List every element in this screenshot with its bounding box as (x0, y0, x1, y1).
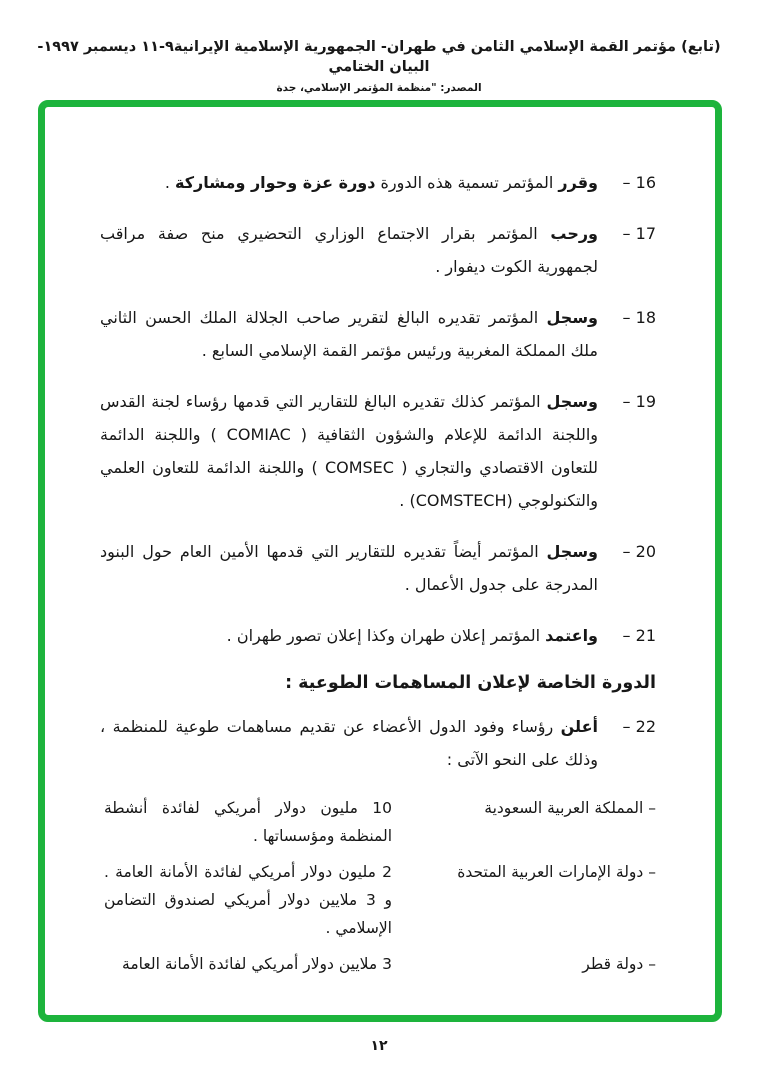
document-header (28, 38, 730, 94)
section-heading: الدورة الخاصة لإعلان المساهمات الطوعية : (285, 673, 656, 693)
contribution-amount: 10 مليون دولار أمريكي لفائدة أنشطة المنظمة ومؤسساتها . (104, 799, 392, 845)
text-segment: رؤساء وفود الدول الأعضاء عن تقديم مساهمات طوعية للمنظمة ، وذلك على النحو الآتى : (100, 717, 598, 769)
contribution-amount: 3 ملايين دولار أمريكي لفائدة الأمانة العامة (122, 955, 392, 973)
text-segment: وسجل (546, 542, 598, 561)
item-number: 19 – (622, 392, 656, 411)
item-text (100, 710, 598, 776)
page-number: ١٢ (370, 1038, 388, 1054)
contribution-row (100, 950, 656, 978)
list-item (100, 301, 656, 367)
contribution-row (100, 794, 656, 850)
items-list-22 (100, 710, 656, 776)
item-number: 16 – (622, 173, 656, 192)
item-number: 22 – (622, 717, 656, 736)
contribution-country: – المملكة العربية السعودية (484, 799, 656, 817)
item-text (100, 619, 598, 652)
item-number: 21 – (622, 626, 656, 645)
text-segment: المؤتمر تسمية هذه الدورة (375, 173, 559, 192)
list-item (100, 619, 656, 652)
document-source-line: المصدر: "منظمة المؤتمر الإسلامي، جدة (276, 82, 482, 95)
contributions-list (100, 794, 656, 978)
list-item (100, 166, 656, 199)
item-text (100, 166, 598, 199)
text-segment: المؤتمر أيضاً تقديره للتقارير التي قدمها الأمين العام حول البنود المدرجة على جدول الأعمال . (100, 542, 598, 594)
list-item (100, 710, 656, 776)
list-item (100, 535, 656, 601)
item-text (100, 535, 598, 601)
item-number: 18 – (622, 308, 656, 327)
list-item (100, 385, 656, 517)
text-segment: واعتمد (545, 626, 598, 645)
text-segment: . (164, 173, 176, 192)
document-title: (تابع) مؤتمر القمة الإسلامي الثامن في طهران- الجمهورية الإسلامية الإيرانية٩-١١ ديسمبر ١٩٩٧- البيان الختامي (37, 39, 721, 75)
text-segment: ورحب (550, 224, 598, 243)
text-segment: وقرر (558, 173, 598, 192)
text-segment: المؤتمر إعلان طهران وكذا إعلان تصور طهران . (226, 626, 546, 645)
item-text (100, 385, 598, 517)
item-text (100, 301, 598, 367)
document-body (100, 166, 656, 986)
text-segment: وسجل (546, 392, 598, 411)
contribution-amount: 2 مليون دولار أمريكي لفائدة الأمانة العامة . و 3 ملايين دولار أمريكي لصندوق التضامن الإسلامي . (104, 863, 392, 937)
item-text (100, 217, 598, 283)
list-item (100, 217, 656, 283)
item-number: 20 – (622, 542, 656, 561)
items-list-16-21 (100, 166, 656, 652)
text-segment: وسجل (546, 308, 598, 327)
contribution-country: – دولة قطر (582, 955, 656, 973)
text-segment: أعلن (560, 717, 598, 736)
text-segment: المؤتمر تقديره البالغ لتقرير صاحب الجلالة الملك الحسن الثاني ملك المملكة المغربية ورئيس مؤتمر القمة الإسلامي السابع . (100, 308, 598, 360)
contribution-country: – دولة الإمارات العربية المتحدة (457, 863, 656, 881)
text-segment: دورة عزة وحوار ومشاركة (175, 173, 376, 192)
text-segment: المؤتمر كذلك تقديره البالغ للتقارير التي قدمها رؤساء لجنة القدس واللجنة الدائمة للإعلام والشؤون الثقافية ( COMIAC ) واللجنة الدائمة للتعاون الاقتصادي والتجاري ( COMSEC ) واللجنة الدائمة للتعاون العلمي والتكنولوجي (COMSTECH) . (100, 392, 599, 510)
contribution-row (100, 858, 656, 942)
item-number: 17 – (622, 224, 656, 243)
text-segment: المؤتمر بقرار الاجتماع الوزاري التحضيري منح صفة مراقب لجمهورية الكوت ديفوار . (100, 224, 598, 276)
